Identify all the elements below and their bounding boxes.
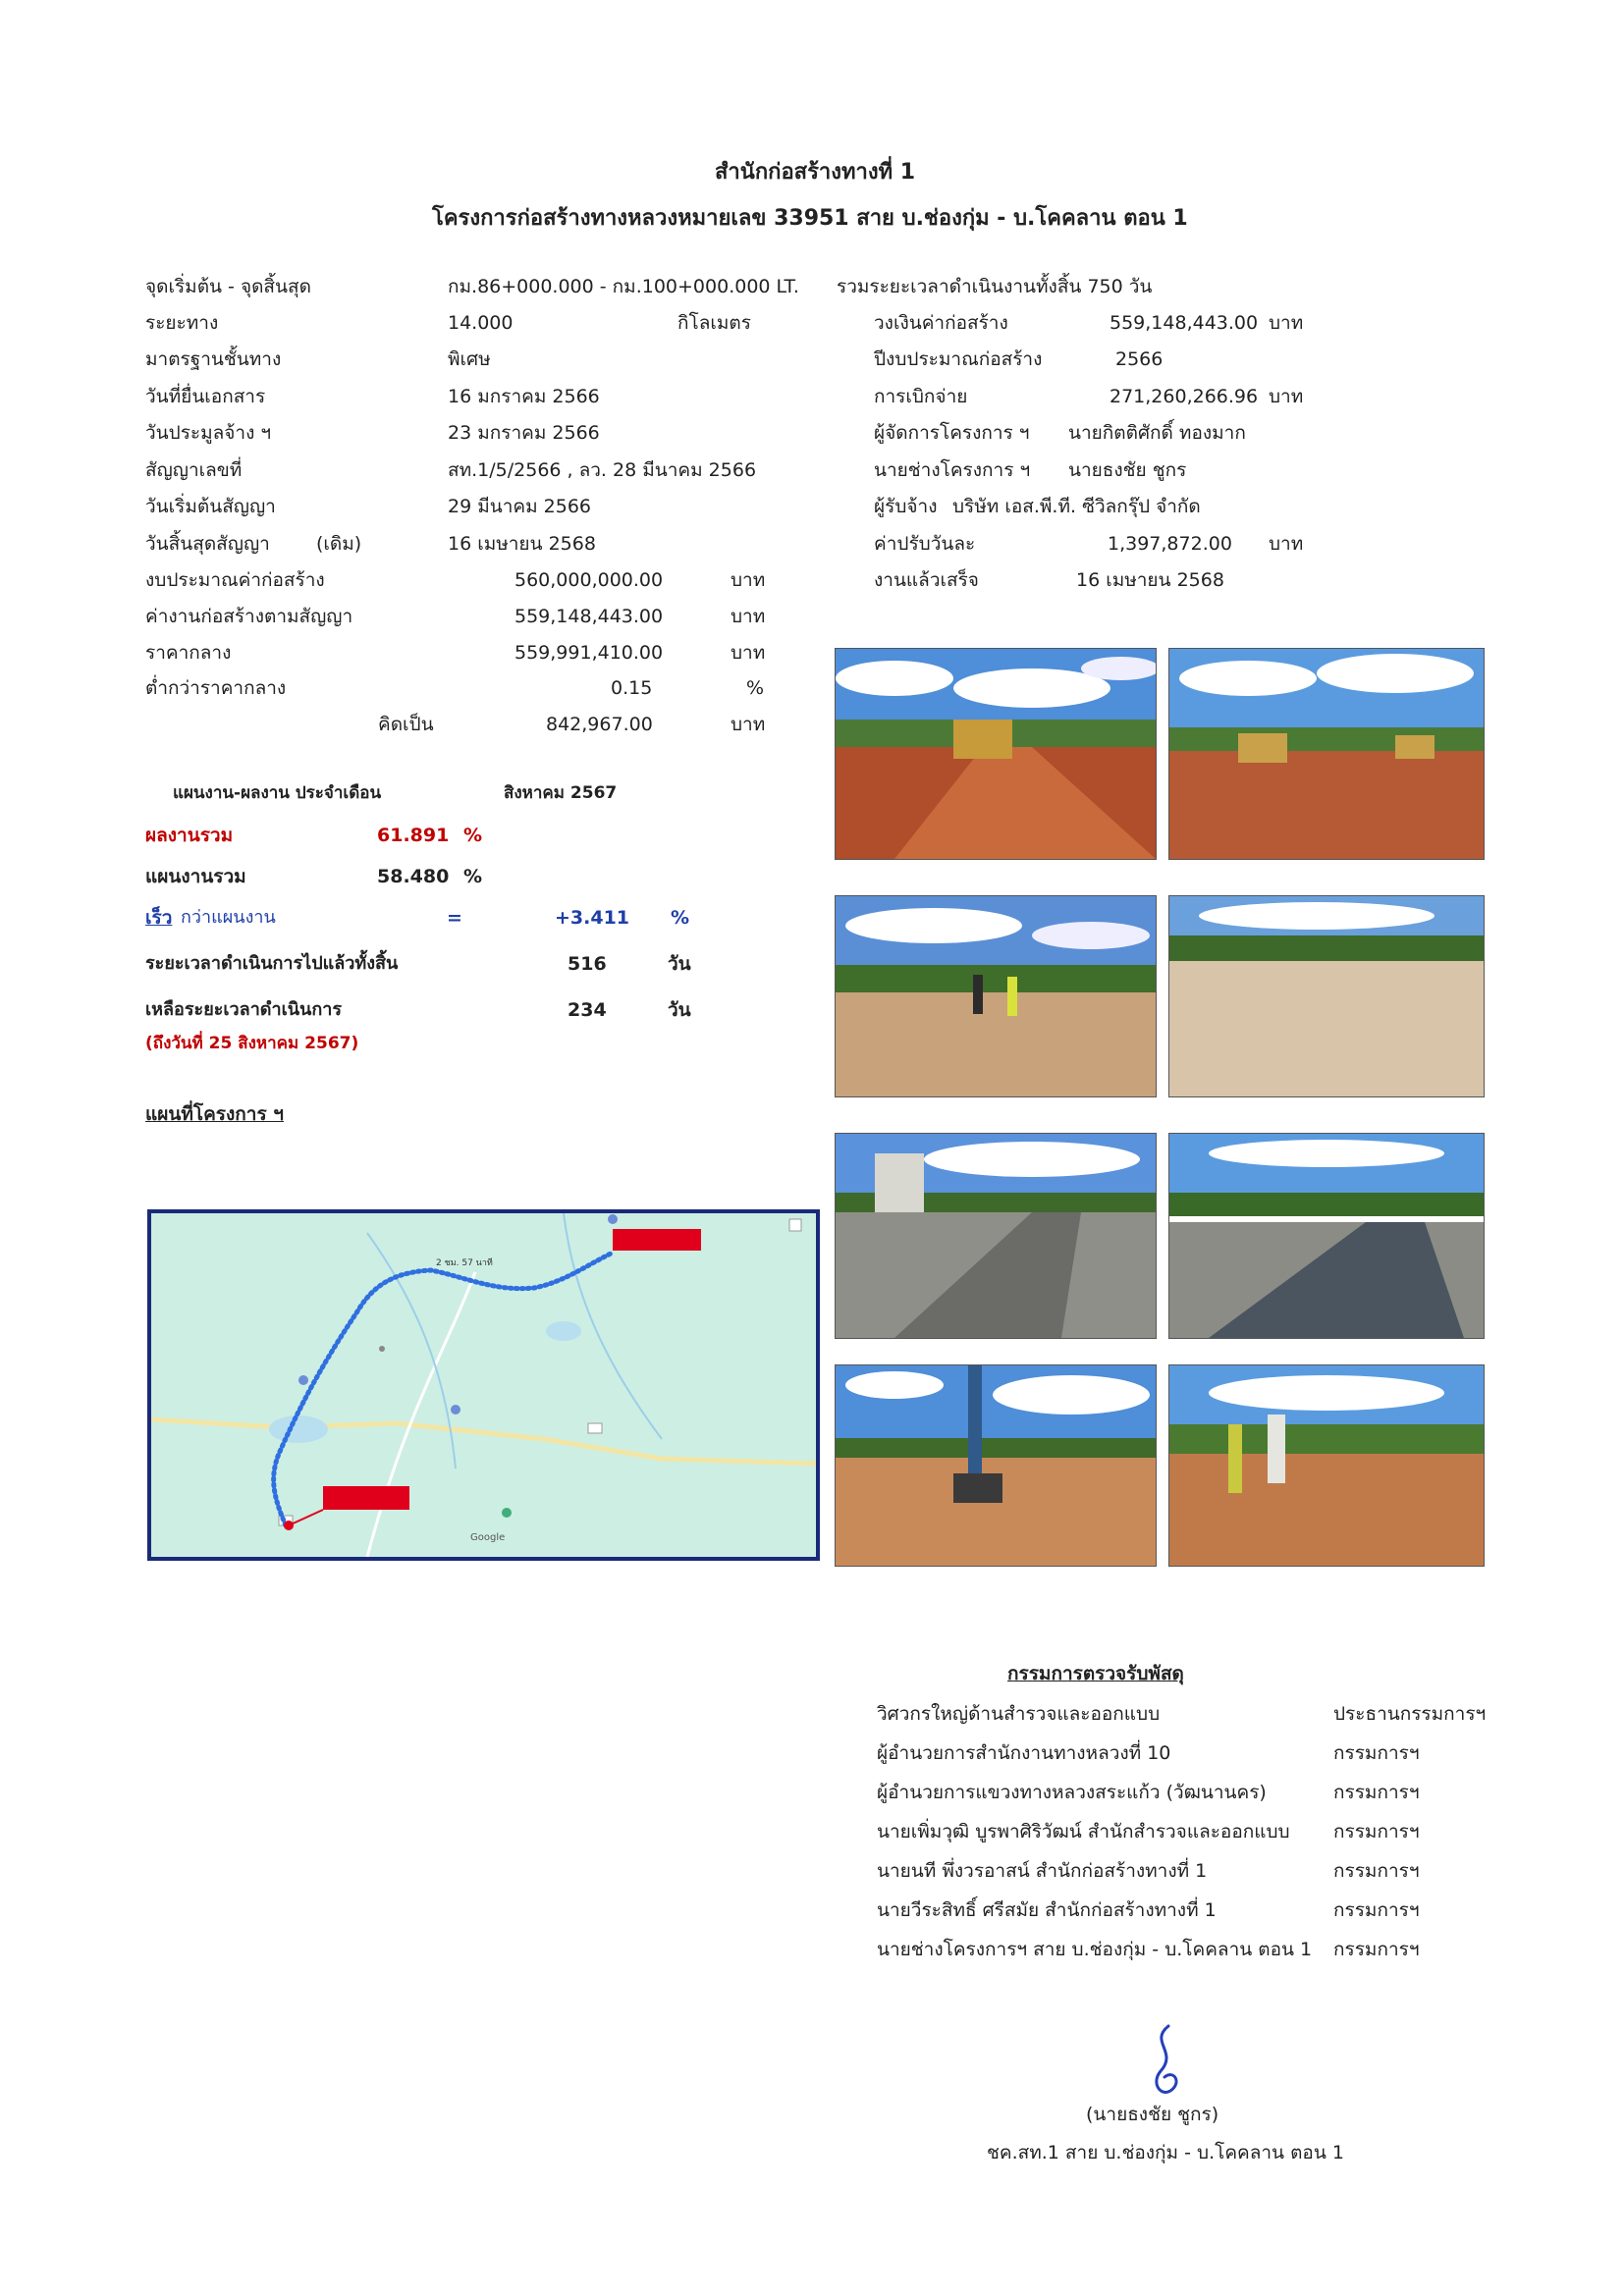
progress-month: สิงหาคม 2567 (504, 783, 618, 803)
elapsed-value: 516 (568, 953, 607, 975)
budget-unit: % (746, 677, 765, 699)
committee-role: กรรมการฯ (1333, 1742, 1420, 1764)
info-label: ระยะทาง (145, 312, 219, 334)
right-label: ค่าปรับวันละ (874, 533, 976, 555)
photo-concrete-finish (1168, 1133, 1485, 1339)
right-unit: บาท (1269, 533, 1304, 555)
right-label: นายช่างโครงการ ฯ (874, 459, 1031, 481)
info-label: วันประมูลจ้าง ฯ (145, 422, 272, 444)
committee-role: กรรมการฯ (1333, 1939, 1420, 1960)
info-value: 23 มกราคม 2566 (448, 422, 600, 444)
committee-member: วิศวกรใหญ่ด้านสำรวจและออกแบบ (877, 1703, 1161, 1725)
result-value: 61.891 (377, 825, 450, 846)
map-google-brand: Google (470, 1532, 506, 1543)
elapsed-label: ระยะเวลาดำเนินการไปแล้วทั้งสิ้น (145, 953, 399, 974)
right-value: บริษัท เอส.พี.ที. ซีวิลกรุ๊ป จำกัด (952, 496, 1201, 517)
budget-unit: บาท (731, 606, 766, 627)
map-title: แผนที่โครงการ ฯ (145, 1103, 284, 1125)
info-value: กม.86+000.000 - กม.100+000.000 LT. (448, 276, 799, 297)
progress-heading: แผนงาน-ผลงาน ประจำเดือน (173, 783, 382, 803)
right-label: ปีงบประมาณก่อสร้าง (874, 348, 1043, 370)
committee-role: กรรมการฯ (1333, 1821, 1420, 1842)
elapsed-unit: วัน (668, 953, 691, 975)
office-title: สำนักก่อสร้างทางที่ 1 (715, 160, 916, 185)
right-value: 559,148,443.00 (1110, 312, 1259, 334)
right-unit: บาท (1269, 386, 1304, 407)
diff-value: +3.411 (555, 907, 630, 929)
right-unit: บาท (1269, 312, 1304, 334)
committee-member: ผู้อำนวยการสำนักงานทางหลวงที่ 10 (877, 1742, 1171, 1764)
info-label: สัญญาเลขที่ (145, 459, 243, 481)
info-value: พิเศษ (448, 348, 491, 370)
budget-unit: บาท (731, 642, 766, 664)
committee-member: นายนที พึ่งวรอาสน์ สำนักก่อสร้างทางที่ 1 (877, 1860, 1208, 1882)
budget-value: 559,991,410.00 (514, 642, 664, 664)
info-note: (เดิม) (316, 533, 362, 555)
signature-mark (1139, 2022, 1198, 2101)
budget-value: 559,148,443.00 (514, 606, 664, 627)
photo-graded-road (1168, 895, 1485, 1097)
info-unit: กิโลเมตร (677, 312, 751, 334)
project-map[interactable] (147, 1209, 820, 1561)
map-time-label: 2 ชม. 57 นาที (436, 1258, 493, 1268)
right-value: นายธงชัย ชูกร (1068, 459, 1187, 481)
budget-label: คิดเป็น (378, 714, 434, 735)
result-unit: % (463, 825, 483, 846)
right-value: 16 เมษายน 2568 (1076, 569, 1224, 591)
info-label: วันที่ยื่นเอกสาร (145, 386, 266, 407)
info-value: 29 มีนาคม 2566 (448, 496, 592, 517)
info-value: 16 มกราคม 2566 (448, 386, 600, 407)
right-value: 2566 (1115, 348, 1164, 370)
right-label: การเบิกจ่าย (874, 386, 968, 407)
info-value: 14.000 (448, 312, 514, 334)
as-of-date: (ถึงวันที่ 25 สิงหาคม 2567) (145, 1034, 359, 1053)
fast-word: เร็ว (145, 907, 173, 929)
photo-survey-team (1168, 1364, 1485, 1567)
plan-label: แผนงานรวม (145, 866, 246, 887)
committee-role: กรรมการฯ (1333, 1782, 1420, 1803)
remaining-unit: วัน (668, 999, 691, 1021)
info-label: วันสิ้นสุดสัญญา (145, 533, 270, 555)
right-label: ผู้รับจ้าง (874, 496, 938, 517)
budget-value: 0.15 (611, 677, 653, 699)
committee-title: กรรมการตรวจรับพัสดุ (1007, 1663, 1184, 1684)
budget-unit: บาท (731, 714, 766, 735)
budget-label: ราคากลาง (145, 642, 232, 664)
budget-label: ต่ำกว่าราคากลาง (145, 677, 287, 699)
right-label: งานแล้วเสร็จ (874, 569, 979, 591)
committee-role: กรรมการฯ (1333, 1860, 1420, 1882)
plan-value: 58.480 (377, 866, 450, 887)
photo-piling-rig (835, 1364, 1157, 1567)
budget-label: งบประมาณค่าก่อสร้าง (145, 569, 325, 591)
budget-value: 842,967.00 (546, 714, 653, 735)
photo-survey-road (835, 895, 1157, 1097)
committee-role: ประธานกรรมการฯ (1333, 1703, 1487, 1725)
right-label: วงเงินค่าก่อสร้าง (874, 312, 1008, 334)
project-title: โครงการก่อสร้างทางหลวงหมายเลข 33951 สาย บ.ช่องกุ่ม - บ.โคคลาน ตอน 1 (432, 206, 1188, 231)
right-value: นายกิตติศักดิ์ ทองมาก (1068, 422, 1246, 444)
right-label: ผู้จัดการโครงการ ฯ (874, 422, 1030, 444)
remaining-value: 234 (568, 999, 607, 1021)
diff-unit: % (671, 907, 690, 929)
right-value: 271,260,266.96 (1110, 386, 1259, 407)
photo-concrete-pour (835, 1133, 1157, 1339)
signer-name: (นายธงชัย ชูกร) (1086, 2104, 1219, 2125)
info-label: มาตรฐานชั้นทาง (145, 348, 282, 370)
budget-value: 560,000,000.00 (514, 569, 664, 591)
info-value: สท.1/5/2566 , ลว. 28 มีนาคม 2566 (448, 459, 757, 481)
plan-unit: % (463, 866, 483, 887)
photo-roller (1168, 648, 1485, 860)
committee-member: นายวีระสิทธิ์ ศรีสมัย สำนักก่อสร้างทางที่ 1 (877, 1899, 1217, 1921)
committee-member: ผู้อำนวยการแขวงทางหลวงสระแก้ว (วัฒนานคร) (877, 1782, 1267, 1803)
info-label: วันเริ่มต้นสัญญา (145, 496, 276, 517)
fast-equals: = (447, 907, 462, 929)
committee-role: กรรมการฯ (1333, 1899, 1420, 1921)
committee-member: นายช่างโครงการฯ สาย บ.ช่องกุ่ม - บ.โคคลาน ตอน 1 (877, 1939, 1313, 1960)
signer-position: ชค.สท.1 สาย บ.ช่องกุ่ม - บ.โคคลาน ตอน 1 (987, 2142, 1344, 2163)
total-duration: รวมระยะเวลาดำเนินงานทั้งสิ้น 750 วัน (837, 276, 1153, 297)
info-value: 16 เมษายน 2568 (448, 533, 596, 555)
photo-grader (835, 648, 1157, 860)
right-value: 1,397,872.00 (1108, 533, 1232, 555)
committee-member: นายเพิ่มวุฒิ บูรพาศิริวัฒน์ สำนักสำรวจและออกแบบ (877, 1821, 1290, 1842)
budget-unit: บาท (731, 569, 766, 591)
budget-label: ค่างานก่อสร้างตามสัญญา (145, 606, 353, 627)
remaining-label: เหลือระยะเวลาดำเนินการ (145, 999, 343, 1020)
info-label: จุดเริ่มต้น - จุดสิ้นสุด (145, 276, 311, 297)
fast-label: กว่าแผนงาน (181, 907, 276, 928)
result-label: ผลงานรวม (145, 825, 234, 846)
